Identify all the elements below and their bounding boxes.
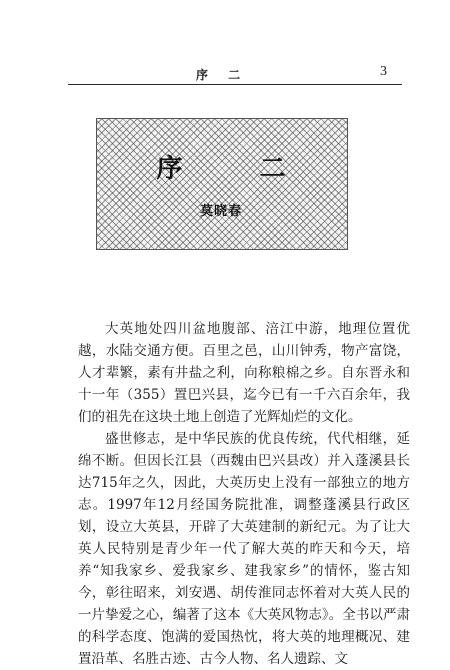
running-title: 序 二 — [196, 68, 249, 82]
paragraph: 大英地处四川盆地腹部、涪江中游，地理位置优越，水陆交通方便。百里之邑，山川钟秀，物产富饶，人才辈繁，素有井盐之利，向称粮棉之乡。自东晋永和十一年（355）置巴兴县，迄今已有一千六百余年，我们的祖先在这块土地上创造了光辉灿烂的文化。 — [78, 321, 410, 425]
chapter-author: 莫晓春 — [199, 204, 242, 219]
header-rule — [68, 84, 402, 85]
running-head — [0, 0, 450, 90]
body-text — [78, 318, 410, 670]
paragraph: 盛世修志，是中华民族的优良传统，代代相继，延绵不断。但因长江县（西魏由巴兴县改）并入蓬溪县长达715年之久，因此，大英历史上没有一部独立的地方志。1997年12月经国务院批准，调整蓬溪县行政区划，设立大英县，开辟了大英建制的新纪元。为了让大英人民特别是青少年一代了解大英的昨天和今天，培养“知我家乡、爱我家乡、建我家乡”的情怀，鉴古知今，彰往昭来，刘安遇、胡传淮同志怀着对大英人民的一片挚爱之心，编著了这本《大英风物志》。全书以严肃的科学态度、饱满的爱国热忱，将大英的地理概况、建置沿革、名胜古迹、古今人物、名人遗踪、文 — [78, 431, 410, 667]
chapter-title: 序 二 — [156, 154, 320, 184]
page-number: 3 — [380, 64, 387, 79]
